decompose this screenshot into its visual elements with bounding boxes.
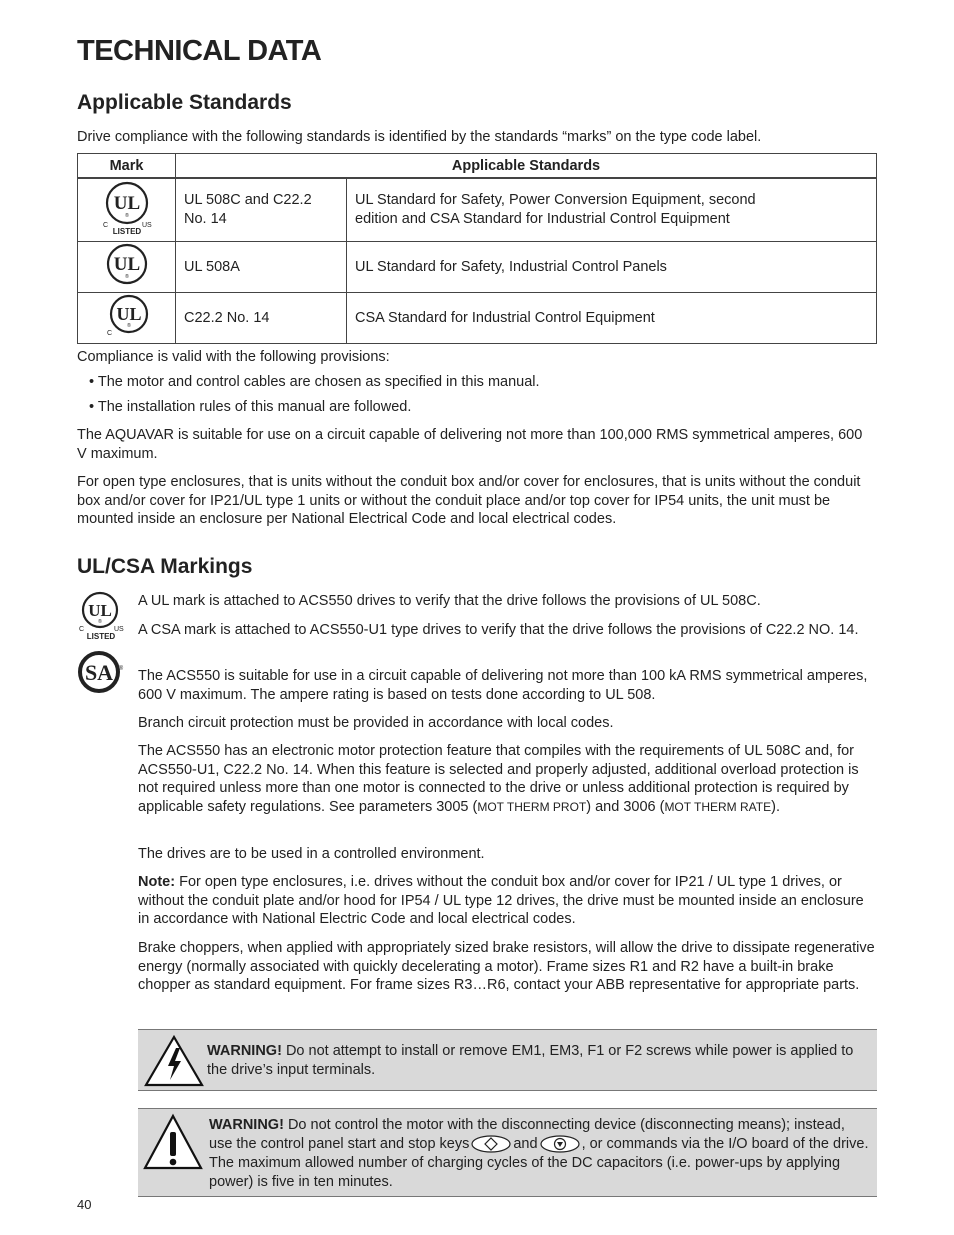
list-item: • The installation rules of this manual are followed.: [89, 399, 412, 415]
standard-code: C22.2 No. 14: [176, 293, 347, 344]
parameter-name: MOT THERM RATE: [664, 799, 772, 814]
branch-protection-paragraph: Branch circuit protection must be provided in accordance with local codes.: [138, 715, 614, 731]
motor-protection-paragraph: [138, 742, 878, 816]
cULus-listed-icon: [97, 179, 157, 235]
general-warning-icon: [142, 1113, 204, 1171]
compliance-lead: Compliance is valid with the following provisions:: [77, 349, 390, 365]
svg-text:US: US: [114, 626, 124, 633]
svg-text:UL: UL: [88, 601, 112, 620]
ul-mark-paragraph: A UL mark is attached to ACS550 drives to verify that the drive follows the provisions of UL 508C.: [138, 593, 761, 609]
rating-paragraph: The ACS550 is suitable for use in a circuit capable of delivering not more than 100 kA RMS symmetrical amperes, 600 V maximum. The ampere rating is based on tests done according to UL 508.: [138, 668, 868, 703]
page-title: TECHNICAL DATA: [77, 35, 322, 67]
column-header-mark: Mark: [78, 154, 176, 179]
standard-code: UL 508C and C22.2 No. 14: [176, 178, 347, 242]
svg-text:UL: UL: [115, 304, 142, 324]
warning-body-and: and: [513, 1136, 538, 1152]
cul-icon: [102, 293, 152, 337]
motor-protection-text-c: ).: [771, 798, 780, 815]
warning-body-a: Do not control the motor with the disconnecting device (disconnecting means); instead, use the control panel start and stop keys: [209, 1117, 845, 1152]
warning-body-b: , or commands via the I/O board of the drive. The maximum allowed number of charging cycles of the DC capacitors (i.e. power-ups by applying power) is five in ten minutes.: [209, 1136, 869, 1190]
warning-label: WARNING!: [209, 1117, 284, 1133]
standard-description: UL Standard for Safety, Industrial Control Panels: [347, 242, 877, 293]
svg-text:®: ®: [126, 323, 131, 329]
section-heading-ul-csa-markings: UL/CSA Markings: [77, 555, 253, 578]
standard-description: CSA Standard for Industrial Control Equipment: [347, 293, 877, 344]
warning-box-disconnect: [138, 1108, 877, 1197]
mark-cell: [78, 178, 176, 242]
column-header-standards: Applicable Standards: [176, 154, 877, 179]
start-key-icon: [471, 1135, 511, 1153]
warning-body: Do not attempt to install or remove EM1, EM3, F1 or F2 screws while power is applied to the drive’s input terminals.: [207, 1043, 854, 1078]
svg-text:®: ®: [124, 213, 129, 219]
parameter-name: MOT THERM PROT: [477, 799, 587, 814]
table-row: [78, 293, 877, 344]
stop-key-icon: [540, 1135, 580, 1153]
svg-text:LISTED: LISTED: [86, 632, 116, 641]
ul-icon: [102, 242, 152, 286]
svg-text:C: C: [106, 330, 112, 337]
table-row: [78, 242, 877, 293]
warning-box-screws: [138, 1029, 877, 1091]
mark-cell: [78, 242, 176, 293]
note-paragraph: [138, 873, 878, 929]
standard-description: UL Standard for Safety, Power Conversion Equipment, second edition and CSA Standard for Industrial Control Equipment: [347, 178, 877, 242]
cULus-listed-icon: [78, 590, 128, 642]
svg-text:®: ®: [118, 666, 124, 672]
motor-protection-text-b: ) and 3006 (: [586, 798, 665, 815]
environment-paragraph: The drives are to be used in a controlled environment.: [138, 846, 485, 862]
svg-text:LISTED: LISTED: [112, 227, 141, 235]
svg-text:UL: UL: [113, 193, 140, 214]
csa-icon: [78, 650, 124, 696]
svg-text:US: US: [141, 222, 152, 229]
table-row: [78, 178, 877, 242]
csa-mark-paragraph: A CSA mark is attached to ACS550-U1 type drives to verify that the drive follows the provisions of C22.2 NO. 14.: [138, 622, 859, 638]
warning-text: [207, 1042, 867, 1080]
standards-intro: Drive compliance with the following standards is identified by the standards “marks” on the type code label.: [77, 129, 762, 145]
table-header-row: [78, 154, 877, 179]
note-label: Note:: [138, 874, 176, 890]
svg-text:SA: SA: [84, 660, 114, 685]
warning-text: [209, 1116, 869, 1192]
motor-protection-text-a: The ACS550 has an electronic motor protection feature that compiles with the requirements of UL 508C and, for ACS550-U1, C22.2 No. 14. When this feature is selected and properly adjusted, additional overload protection is not required unless more than one motor is connected to the drive or unless additional protection is required by applicable safety regulations. See parameters 3005 (: [138, 743, 859, 815]
svg-text:UL: UL: [113, 254, 140, 275]
standard-code: UL 508A: [176, 242, 347, 293]
list-item: • The motor and control cables are chosen as specified in this manual.: [89, 374, 540, 390]
svg-text:®: ®: [98, 619, 102, 625]
svg-text:®: ®: [124, 274, 129, 280]
warning-label: WARNING!: [207, 1043, 282, 1059]
electrical-hazard-icon: [143, 1034, 205, 1088]
mark-cell: [78, 293, 176, 344]
page-number: 40: [77, 1197, 92, 1212]
brake-chopper-paragraph: Brake choppers, when applied with appropriately sized brake resistors, will allow the drive to dissipate regenerative energy (normally associated with quickly decelerating a motor). Frame sizes R1 and R2 have a built-in brake chopper as standard equipment. For frame sizes R3…R6, contact your ABB representative for appropriate parts.: [138, 940, 875, 993]
circuit-rating-paragraph: The AQUAVAR is suitable for use on a circuit capable of delivering not more than 100,000 RMS symmetrical amperes, 600 V maximum.: [77, 427, 863, 462]
svg-text:C: C: [79, 626, 85, 633]
note-text: For open type enclosures, i.e. drives without the conduit box and/or cover for IP21 / UL type 1 drives, or without the conduit plate and/or hood for IP54 / UL type 12 drives, the drive must be mounted inside an enclosure in accordance with National Electric Code and local electrical codes.: [138, 874, 864, 927]
enclosure-paragraph: For open type enclosures, that is units without the conduit box and/or cover for enclosures, that is units without the conduit box and/or cover for IP21/UL type 1 units or without the conduit place and/or top cover for IP54 units, the unit must be mounted inside an enclosure per National Electrical Code and local electrical codes.: [77, 474, 861, 527]
svg-text:C: C: [102, 222, 108, 229]
standards-table: [77, 153, 877, 344]
section-heading-applicable-standards: Applicable Standards: [77, 91, 292, 114]
